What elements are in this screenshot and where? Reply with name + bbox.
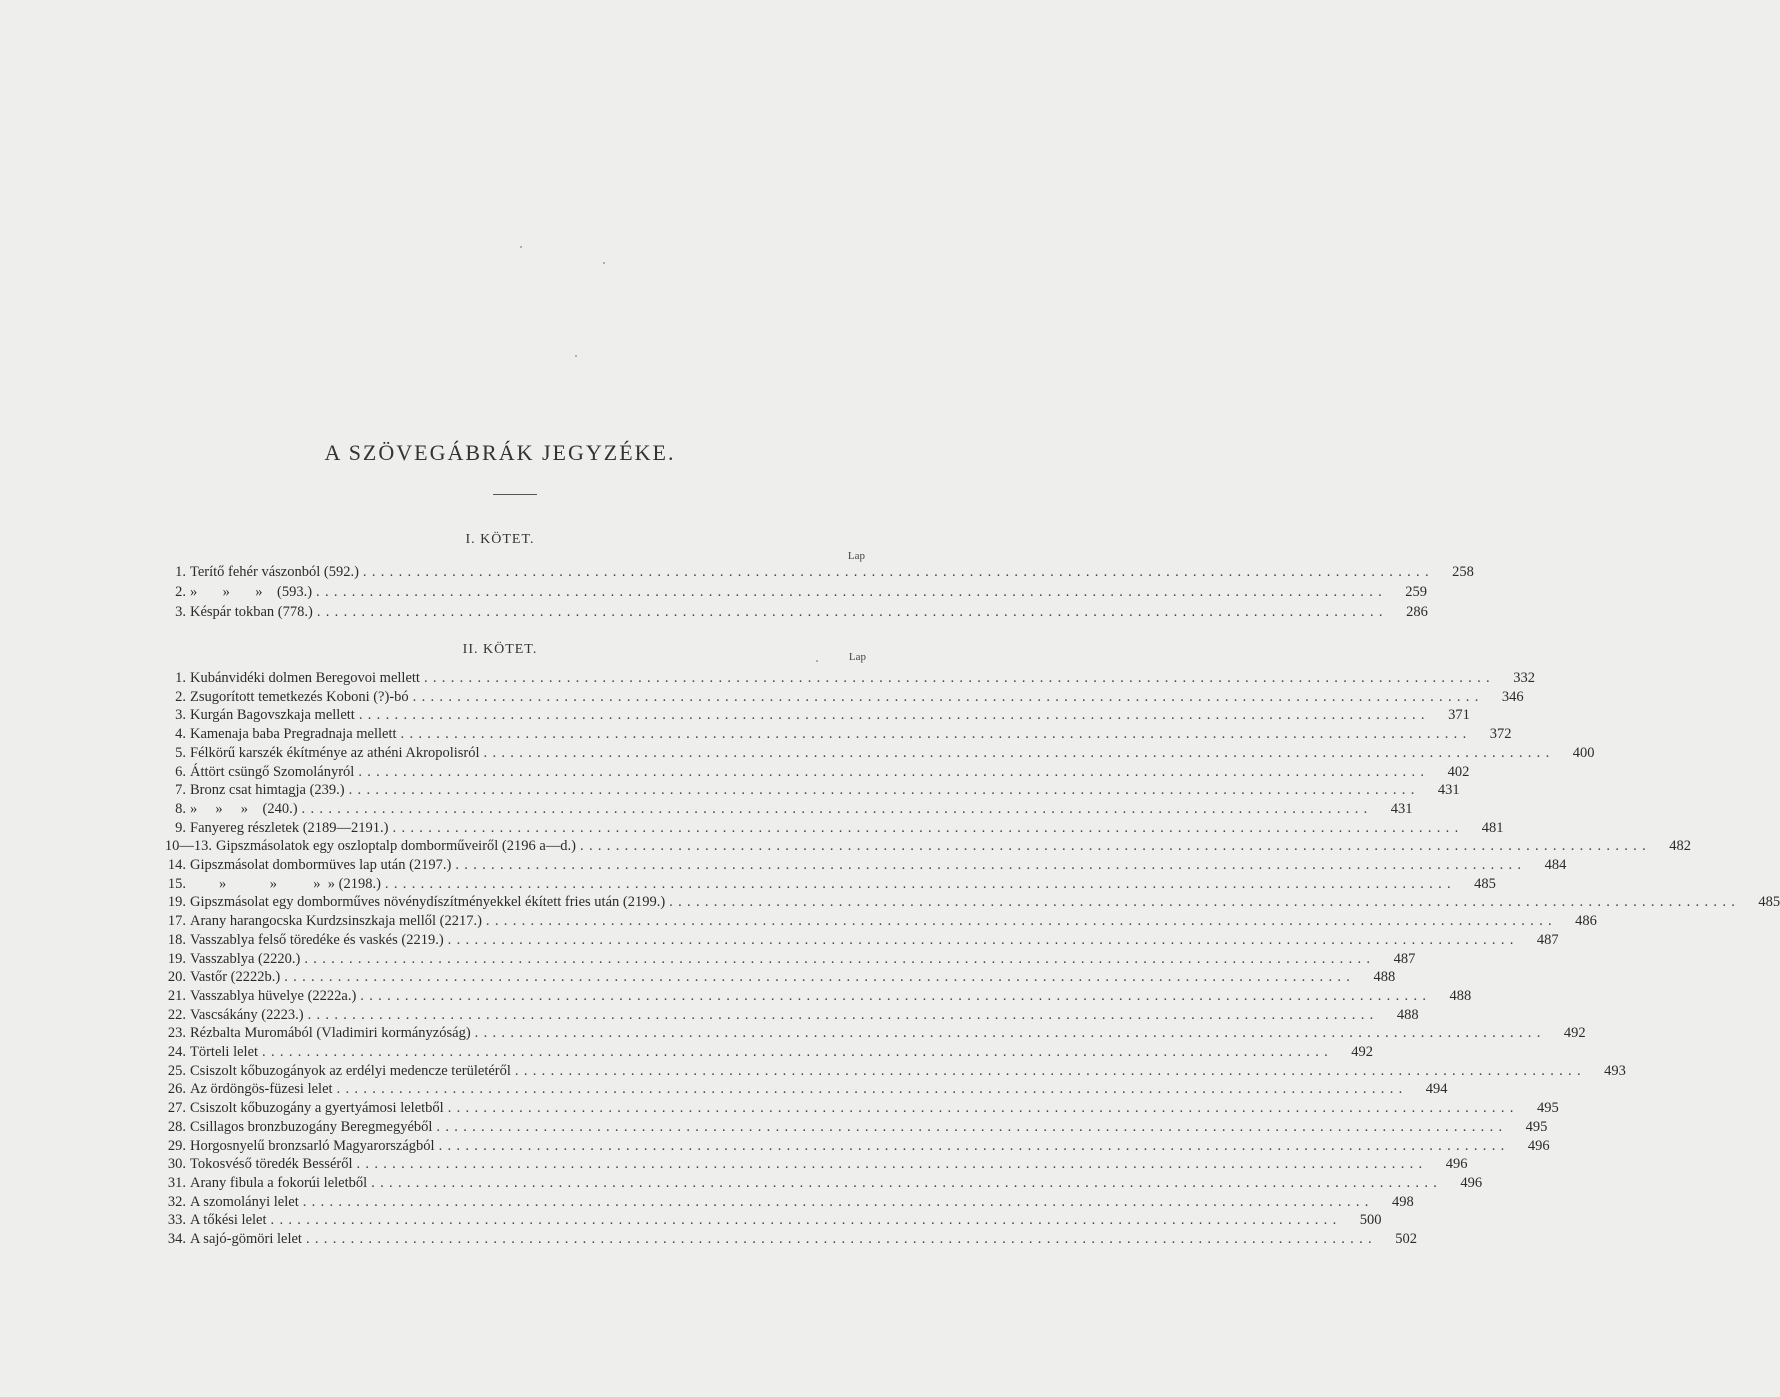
entry-page-number: 493 <box>1604 1062 1626 1079</box>
entry-number: 34. <box>167 1231 186 1247</box>
toc-entry <box>160 1229 1417 1249</box>
entry-title: Gipszmásolat dombormüves lap után (2197.) <box>190 857 452 873</box>
entry-page-number: 286 <box>1406 604 1428 620</box>
entry-page-number: 486 <box>1575 913 1597 930</box>
entry-title: A tőkési lelet <box>190 1212 267 1229</box>
entry-title: Fanyereg részletek (2189—2191.) <box>190 819 389 836</box>
entry-title: Tokosvéső töredék Besséről <box>190 1156 353 1173</box>
dot-leader: ........................................................................................................................ <box>358 763 1430 780</box>
entry-page-number: 492 <box>1563 1025 1586 1042</box>
dot-leader: ........................................................................................................................ <box>423 670 1495 686</box>
dot-leader: ........................................................................................................................ <box>384 875 1456 892</box>
lap-label-2: Lap <box>848 651 866 663</box>
entry-number: 24. <box>167 1044 186 1060</box>
dot-leader: ........................................................................................................................ <box>580 838 1652 855</box>
entry-page-number: 258 <box>1452 564 1474 580</box>
entry-page-number: 500 <box>1359 1212 1382 1229</box>
entry-title: Félkörű karszék ékítménye az athéni Akropolisról <box>190 744 480 761</box>
entry-title: Vasszablya hüvelye (2222a.) <box>190 987 357 1004</box>
entry-title: Vasszablya felső töredéke és vaskés (2219.) <box>190 931 444 948</box>
dot-leader: ........................................................................................................................ <box>669 894 1741 911</box>
toc-entry <box>160 892 1780 912</box>
dot-leader: ........................................................................................................................ <box>360 987 1432 1004</box>
entry-page-number: 496 <box>1527 1137 1550 1154</box>
dot-leader: ........................................................................................................................ <box>358 707 1430 724</box>
entry-title: Gipszmásolat egy domborműves növénydíszítményekkel ékített fries után (2199.) <box>190 894 666 911</box>
entry-title: Vasszablya (2220.) <box>190 950 301 967</box>
entry-number: 25. <box>167 1062 186 1079</box>
entry-page-number: 495 <box>1525 1118 1548 1135</box>
entry-page-number: 498 <box>1391 1193 1414 1210</box>
toc-entry <box>160 705 1470 725</box>
entry-title: Horgosnyelű bronzsarló Magyarországból <box>190 1137 435 1154</box>
paper-speck <box>520 246 522 248</box>
entry-page-number: 495 <box>1536 1100 1559 1117</box>
entry-page-number: 488 <box>1373 969 1396 986</box>
entry-title: Kubánvidéki dolmen Beregovoi mellett <box>190 670 420 686</box>
entry-number: 27. <box>167 1100 186 1117</box>
toc-entry <box>160 1098 1559 1118</box>
toc-entry <box>160 986 1472 1006</box>
entry-number: 9. <box>175 819 186 836</box>
entry-title: Rézbalta Muromából (Vladimiri kormányzóság) <box>190 1025 471 1042</box>
entry-number: 19. <box>167 894 186 911</box>
dot-leader: ........................................................................................................................ <box>304 950 1376 967</box>
entry-title: Vastőr (2222b.) <box>190 969 281 986</box>
toc-entry <box>160 874 1496 894</box>
entry-number: 4. <box>175 726 186 743</box>
dot-leader: ........................................................................................................................ <box>514 1062 1586 1079</box>
entry-number: 28. <box>167 1118 186 1135</box>
entry-number: 8. <box>175 800 186 817</box>
entry-number: 5. <box>175 744 186 761</box>
toc-entry <box>160 1210 1382 1230</box>
entry-page-number: 487 <box>1536 931 1559 948</box>
dot-leader: ........................................................................................................................ <box>302 1193 1374 1210</box>
entry-page-number: 488 <box>1449 987 1472 1004</box>
entry-page-number: 332 <box>1513 670 1535 686</box>
entry-number: 3. <box>175 707 186 724</box>
entry-title: Vascsákány (2223.) <box>190 1006 304 1023</box>
toc-entry <box>160 1173 1483 1193</box>
toc-entry <box>160 1079 1448 1099</box>
dot-leader: ........................................................................................................................ <box>436 1118 1508 1135</box>
entry-title: Csillagos bronzbuzogány Beregmegyéből <box>190 1118 433 1135</box>
entry-title: Zsugorított temetkezés Koboni (?)-bó <box>190 688 409 705</box>
entry-number: 3. <box>175 604 186 620</box>
entry-title: » » » (593.) <box>190 584 313 600</box>
dot-leader: ........................................................................................................................ <box>447 1100 1519 1117</box>
lap-label-1: Lap <box>847 550 865 562</box>
entry-title: Az ördöngös-füzesi lelet <box>190 1081 333 1098</box>
entry-number: 7. <box>175 782 186 799</box>
toc-entry <box>160 780 1460 800</box>
entry-page-number: 400 <box>1572 744 1595 761</box>
entry-title: A szomolányi lelet <box>190 1193 299 1210</box>
entry-page-number: 346 <box>1501 688 1524 705</box>
entry-title: Kamenaja baba Pregradnaja mellett <box>190 726 397 743</box>
dot-leader: ........................................................................................................................ <box>316 584 1388 600</box>
toc-entry <box>160 836 1692 856</box>
toc-entry <box>160 743 1595 763</box>
dot-leader: ........................................................................................................................ <box>301 800 1373 817</box>
toc-entry <box>160 799 1413 819</box>
entry-number: 26. <box>167 1081 186 1098</box>
entry-number: 30. <box>167 1156 186 1173</box>
dot-leader: ........................................................................................................................ <box>392 819 1464 836</box>
toc-entry <box>160 1154 1468 1174</box>
entry-title: » » » » (2198.) <box>190 875 381 892</box>
toc-entry <box>160 602 1428 622</box>
page-title: A SZÖVEGÁBRÁK JEGYZÉKE. <box>324 440 676 465</box>
entry-page-number: 485 <box>1474 875 1496 892</box>
entry-title: Csiszolt kőbuzogányok az erdélyi medencze területéről <box>190 1062 511 1079</box>
toc-entry <box>160 687 1524 707</box>
entry-number: 22. <box>167 1006 186 1023</box>
dot-leader: ........................................................................................................................ <box>348 782 1420 799</box>
toc-entry <box>160 1042 1374 1062</box>
toc-entry <box>160 911 1597 931</box>
entry-number: 15. <box>167 875 186 892</box>
entry-number: 23. <box>167 1025 186 1042</box>
toc-entry <box>160 562 1474 582</box>
toc-entry <box>160 1117 1548 1137</box>
entry-number: 2. <box>175 688 186 705</box>
entry-page-number: 431 <box>1437 782 1460 799</box>
entry-title: Késpár tokban (778.) <box>190 604 313 620</box>
toc-entry <box>160 855 1567 875</box>
dot-leader: ........................................................................................................................ <box>474 1025 1546 1042</box>
entry-page-number: 484 <box>1544 857 1567 873</box>
dot-leader: ........................................................................................................................ <box>412 688 1484 705</box>
entry-page-number: 481 <box>1481 819 1504 836</box>
dot-leader: ........................................................................................................................ <box>362 564 1434 580</box>
paper-speck <box>816 660 818 662</box>
entry-title: Kurgán Bagovszkaja mellett <box>190 707 355 724</box>
entry-page-number: 431 <box>1390 800 1413 817</box>
entry-page-number: 487 <box>1393 950 1416 967</box>
dot-leader: ........................................................................................................................ <box>438 1137 1510 1154</box>
toc-entry <box>160 818 1504 838</box>
toc-entry <box>160 1192 1414 1212</box>
entry-page-number: 371 <box>1448 707 1470 724</box>
volume-heading-2: II. KÖTET. <box>462 642 538 657</box>
entry-number: 33. <box>167 1212 186 1229</box>
dot-leader: ........................................................................................................................ <box>485 913 1557 930</box>
entry-number: 14. <box>167 857 186 873</box>
toc-entry <box>160 1136 1550 1156</box>
entry-number: 19. <box>167 950 186 967</box>
dot-leader: ........................................................................................................................ <box>356 1156 1428 1173</box>
dot-leader: ........................................................................................................................ <box>262 1044 1334 1060</box>
entry-number: 31. <box>167 1174 186 1191</box>
dot-leader: ........................................................................................................................ <box>307 1006 1379 1023</box>
entry-number: 2. <box>175 584 186 600</box>
dot-leader: ........................................................................................................................ <box>483 744 1555 761</box>
toc-entry <box>160 1005 1419 1025</box>
entry-title: A sajó-gömöri lelet <box>190 1231 302 1247</box>
toc-entry <box>160 1023 1586 1043</box>
toc-entry <box>160 668 1535 688</box>
entry-page-number: 259 <box>1405 584 1428 600</box>
entry-title: » » » (240.) <box>190 800 298 817</box>
entry-page-number: 496 <box>1445 1156 1468 1173</box>
entry-page-number: 488 <box>1396 1006 1419 1023</box>
entry-page-number: 482 <box>1669 838 1692 855</box>
entry-title: Bronz csat himtagja (239.) <box>190 782 345 799</box>
title-divider <box>493 494 537 495</box>
paper-speck <box>603 262 605 264</box>
entry-page-number: 485 <box>1758 894 1780 911</box>
entry-number: 1. <box>175 670 186 686</box>
entry-title: Arany harangocska Kurdzsinszkaja mellől (2217.) <box>190 913 482 930</box>
toc-entry <box>160 930 1559 950</box>
entry-page-number: 494 <box>1425 1081 1448 1098</box>
entry-page-number: 502 <box>1395 1231 1417 1247</box>
entry-number: 6. <box>175 763 186 780</box>
dot-leader: ........................................................................................................................ <box>371 1174 1443 1191</box>
entry-number: 17. <box>167 913 186 930</box>
dot-leader: ........................................................................................................................ <box>400 726 1472 743</box>
dot-leader: ........................................................................................................................ <box>316 604 1388 620</box>
entry-number: 10—13. <box>164 838 212 855</box>
dot-leader: ........................................................................................................................ <box>447 931 1519 948</box>
dot-leader: ........................................................................................................................ <box>305 1231 1377 1247</box>
entry-title: Törteli lelet <box>190 1044 259 1060</box>
entry-title: Terítő fehér vászonból (592.) <box>190 564 359 580</box>
toc-entry <box>160 949 1416 969</box>
entry-title: Csiszolt kőbuzogány a gyertyámosi leletből <box>190 1100 444 1117</box>
dot-leader: ........................................................................................................................ <box>455 857 1527 873</box>
entry-number: 21. <box>167 987 186 1004</box>
entry-page-number: 496 <box>1460 1174 1483 1191</box>
dot-leader: ........................................................................................................................ <box>336 1081 1408 1098</box>
entry-title: Arany fibula a fokorúi leletből <box>190 1174 368 1191</box>
entry-page-number: 402 <box>1447 763 1470 780</box>
entry-number: 1. <box>175 564 186 580</box>
entry-number: 18. <box>167 931 186 948</box>
entry-number: 20. <box>167 969 186 986</box>
entry-page-number: 372 <box>1489 726 1512 743</box>
paper-speck <box>575 355 577 357</box>
entry-number: 29. <box>167 1137 186 1154</box>
volume-heading-1: I. KÖTET. <box>465 532 535 547</box>
entry-number: 32. <box>167 1193 186 1210</box>
entry-title: Gipszmásolatok egy oszloptalp domborműveiről (2196 a—d.) <box>216 838 577 855</box>
toc-entry <box>160 967 1396 987</box>
dot-leader: ........................................................................................................................ <box>284 969 1356 986</box>
toc-entry <box>160 724 1512 744</box>
entry-page-number: 492 <box>1351 1044 1374 1060</box>
toc-entry <box>160 582 1428 602</box>
toc-entry <box>160 1061 1626 1081</box>
entry-title: Áttört csüngő Szomolányról <box>190 763 355 780</box>
dot-leader: ........................................................................................................................ <box>270 1212 1342 1229</box>
toc-entry <box>160 762 1470 782</box>
